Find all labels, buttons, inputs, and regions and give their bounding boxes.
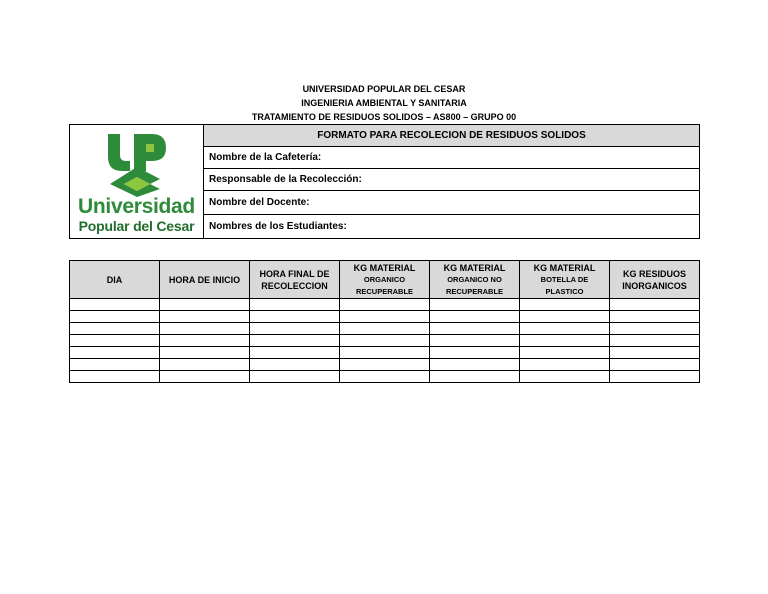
table-cell[interactable] xyxy=(160,335,250,347)
table-cell[interactable] xyxy=(250,335,340,347)
header-course: TRATAMIENTO DE RESIDUOS SOLIDOS – AS800 – GRUPO 00 xyxy=(251,112,517,122)
col-kg-organico-no-recuperable: KG MATERIAL ORGANICO NO RECUPERABLE xyxy=(430,261,520,299)
table-cell[interactable] xyxy=(430,311,520,323)
table-cell[interactable] xyxy=(160,371,250,383)
col-kg-residuos-inorganicos: KG RESIDUOS INORGANICOS xyxy=(610,261,700,299)
info-table xyxy=(69,124,700,239)
table-cell[interactable] xyxy=(430,323,520,335)
table-cell[interactable] xyxy=(520,371,610,383)
table-cell[interactable] xyxy=(70,335,160,347)
table-cell[interactable] xyxy=(340,371,430,383)
field-responsable[interactable]: Responsable de la Recolección: xyxy=(204,169,700,191)
upc-emblem-icon xyxy=(106,131,168,197)
table-cell[interactable] xyxy=(70,347,160,359)
table-row xyxy=(70,323,700,335)
table-cell[interactable] xyxy=(430,359,520,371)
table-cell[interactable] xyxy=(340,323,430,335)
table-cell[interactable] xyxy=(520,335,610,347)
table-cell[interactable] xyxy=(340,335,430,347)
field-cafeteria[interactable]: Nombre de la Cafetería: xyxy=(204,147,700,169)
col-hora-final: HORA FINAL DE RECOLECCION xyxy=(250,261,340,299)
table-cell[interactable] xyxy=(430,335,520,347)
table-cell[interactable] xyxy=(610,359,700,371)
table-row xyxy=(70,359,700,371)
logo-word-popular-del-cesar: Popular del Cesar xyxy=(78,217,195,234)
table-cell[interactable] xyxy=(160,359,250,371)
university-logo xyxy=(70,126,203,238)
table-cell[interactable] xyxy=(250,371,340,383)
table-cell[interactable] xyxy=(160,311,250,323)
col-dia: DIA xyxy=(70,261,160,299)
header-university: UNIVERSIDAD POPULAR DEL CESAR xyxy=(302,84,466,94)
table-cell[interactable] xyxy=(340,311,430,323)
table-cell[interactable] xyxy=(340,359,430,371)
table-cell[interactable] xyxy=(610,311,700,323)
col-kg-organico-recuperable: KG MATERIAL ORGANICO RECUPERABLE xyxy=(340,261,430,299)
table-cell[interactable] xyxy=(70,311,160,323)
field-docente[interactable]: Nombre del Docente: xyxy=(204,191,700,215)
collection-table xyxy=(69,260,700,383)
table-cell[interactable] xyxy=(160,323,250,335)
table-cell[interactable] xyxy=(250,299,340,311)
table-cell[interactable] xyxy=(70,299,160,311)
form-title: FORMATO PARA RECOLECION DE RESIDUOS SOLIDOS xyxy=(204,125,700,147)
table-cell[interactable] xyxy=(610,323,700,335)
table-row xyxy=(70,311,700,323)
table-row xyxy=(70,335,700,347)
table-cell[interactable] xyxy=(610,335,700,347)
table-cell[interactable] xyxy=(340,299,430,311)
logo-word-universidad: Universidad xyxy=(78,194,195,218)
logo-cell xyxy=(70,125,204,239)
table-row xyxy=(70,347,700,359)
col-kg-botella-plastico: KG MATERIAL BOTELLA DE PLASTICO xyxy=(520,261,610,299)
table-cell[interactable] xyxy=(250,323,340,335)
table-cell[interactable] xyxy=(430,371,520,383)
table-cell[interactable] xyxy=(520,323,610,335)
table-cell[interactable] xyxy=(610,371,700,383)
table-row xyxy=(70,371,700,383)
table-cell[interactable] xyxy=(70,371,160,383)
col-hora-inicio: HORA DE INICIO xyxy=(160,261,250,299)
table-cell[interactable] xyxy=(520,359,610,371)
table-cell[interactable] xyxy=(160,299,250,311)
table-cell[interactable] xyxy=(520,299,610,311)
field-estudiantes[interactable]: Nombres de los Estudiantes: xyxy=(204,215,700,239)
table-cell[interactable] xyxy=(70,359,160,371)
table-cell[interactable] xyxy=(160,347,250,359)
table-cell[interactable] xyxy=(520,311,610,323)
table-cell[interactable] xyxy=(250,359,340,371)
table-row xyxy=(70,299,700,311)
table-cell[interactable] xyxy=(340,347,430,359)
table-cell[interactable] xyxy=(250,311,340,323)
table-cell[interactable] xyxy=(610,347,700,359)
header-program: INGENIERIA AMBIENTAL Y SANITARIA xyxy=(301,98,467,108)
table-cell[interactable] xyxy=(430,299,520,311)
table-cell[interactable] xyxy=(520,347,610,359)
table-cell[interactable] xyxy=(610,299,700,311)
table-cell[interactable] xyxy=(70,323,160,335)
table-cell[interactable] xyxy=(250,347,340,359)
table-cell[interactable] xyxy=(430,347,520,359)
